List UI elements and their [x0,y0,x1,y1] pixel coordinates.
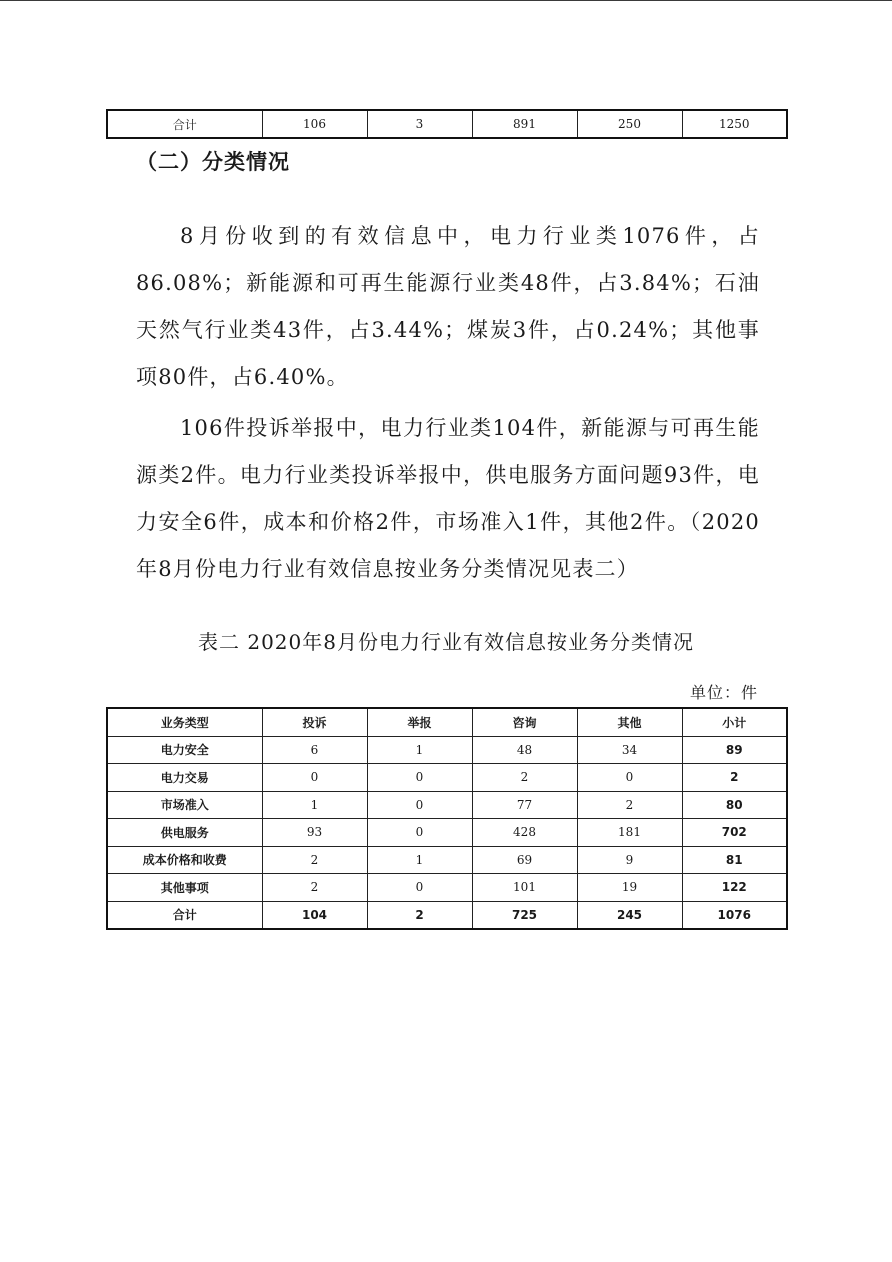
table-header-row [107,708,787,736]
cell-complaints: 93 [262,819,367,847]
cell-other: 2 [577,791,682,819]
total-reports: 2 [367,901,472,929]
paragraph-classification-summary: 8月份收到的有效信息中，电力行业类1076件，占86.08%；新能源和可再生能源行业类48件，占3.84%；石油天然气行业类43件，占3.44%；煤炭3件，占0.24%；其他事项80件，占6.40%。 [136,224,760,389]
cell-other: 181 [577,819,682,847]
total-subtotal: 1076 [682,901,787,929]
page-top-border [0,0,892,1]
section-heading: （二）分类情况 [136,150,290,174]
total-complaints: 104 [262,901,367,929]
total-label: 合计 [107,110,262,138]
cell-subtotal: 80 [682,791,787,819]
row-type: 电力安全 [107,736,262,764]
table-business-classification [106,707,788,930]
table-one-total-fragment [106,109,788,139]
row-type: 供电服务 [107,819,262,847]
cell-other: 0 [577,764,682,792]
table-row-total [107,110,787,138]
cell-subtotal: 81 [682,846,787,874]
cell-complaints: 1 [262,791,367,819]
row-type: 市场准入 [107,791,262,819]
header-complaints: 投诉 [262,708,367,736]
cell-reports: 0 [367,819,472,847]
table-caption: 表二 2020年8月份电力行业有效信息按业务分类情况 [198,630,694,654]
total-other: 250 [577,110,682,138]
total-reports: 3 [367,110,472,138]
cell-inquiries: 101 [472,874,577,902]
header-other: 其他 [577,708,682,736]
total-subtotal: 1250 [682,110,787,138]
header-inquiries: 咨询 [472,708,577,736]
row-type: 其他事项 [107,874,262,902]
cell-subtotal: 702 [682,819,787,847]
cell-reports: 1 [367,736,472,764]
cell-subtotal: 89 [682,736,787,764]
cell-complaints: 0 [262,764,367,792]
table-row [107,764,787,792]
row-type: 成本价格和收费 [107,846,262,874]
cell-other: 34 [577,736,682,764]
row-type: 电力交易 [107,764,262,792]
table-row [107,791,787,819]
total-complaints: 106 [262,110,367,138]
cell-reports: 0 [367,874,472,902]
cell-complaints: 2 [262,846,367,874]
cell-reports: 0 [367,764,472,792]
table-row [107,736,787,764]
header-subtotal: 小计 [682,708,787,736]
header-business-type: 业务类型 [107,708,262,736]
total-label: 合计 [107,901,262,929]
cell-inquiries: 428 [472,819,577,847]
paragraph-complaints-breakdown: 106件投诉举报中，电力行业类104件，新能源与可再生能源类2件。电力行业类投诉举报中，供电服务方面问题93件，电力安全6件，成本和价格2件，市场准入1件，其他2件。（2020年8月份电力行业有效信息按业务分类情况见表二） [136,416,760,581]
cell-inquiries: 48 [472,736,577,764]
cell-complaints: 6 [262,736,367,764]
table-row [107,846,787,874]
cell-inquiries: 69 [472,846,577,874]
table-row [107,819,787,847]
cell-reports: 1 [367,846,472,874]
cell-subtotal: 2 [682,764,787,792]
total-inquiries: 891 [472,110,577,138]
header-reports: 举报 [367,708,472,736]
total-inquiries: 725 [472,901,577,929]
cell-other: 19 [577,874,682,902]
cell-inquiries: 2 [472,764,577,792]
cell-subtotal: 122 [682,874,787,902]
table-row [107,874,787,902]
cell-inquiries: 77 [472,791,577,819]
cell-reports: 0 [367,791,472,819]
cell-other: 9 [577,846,682,874]
total-other: 245 [577,901,682,929]
table-row-total [107,901,787,929]
table-unit-label: 单位：件 [689,683,758,702]
cell-complaints: 2 [262,874,367,902]
